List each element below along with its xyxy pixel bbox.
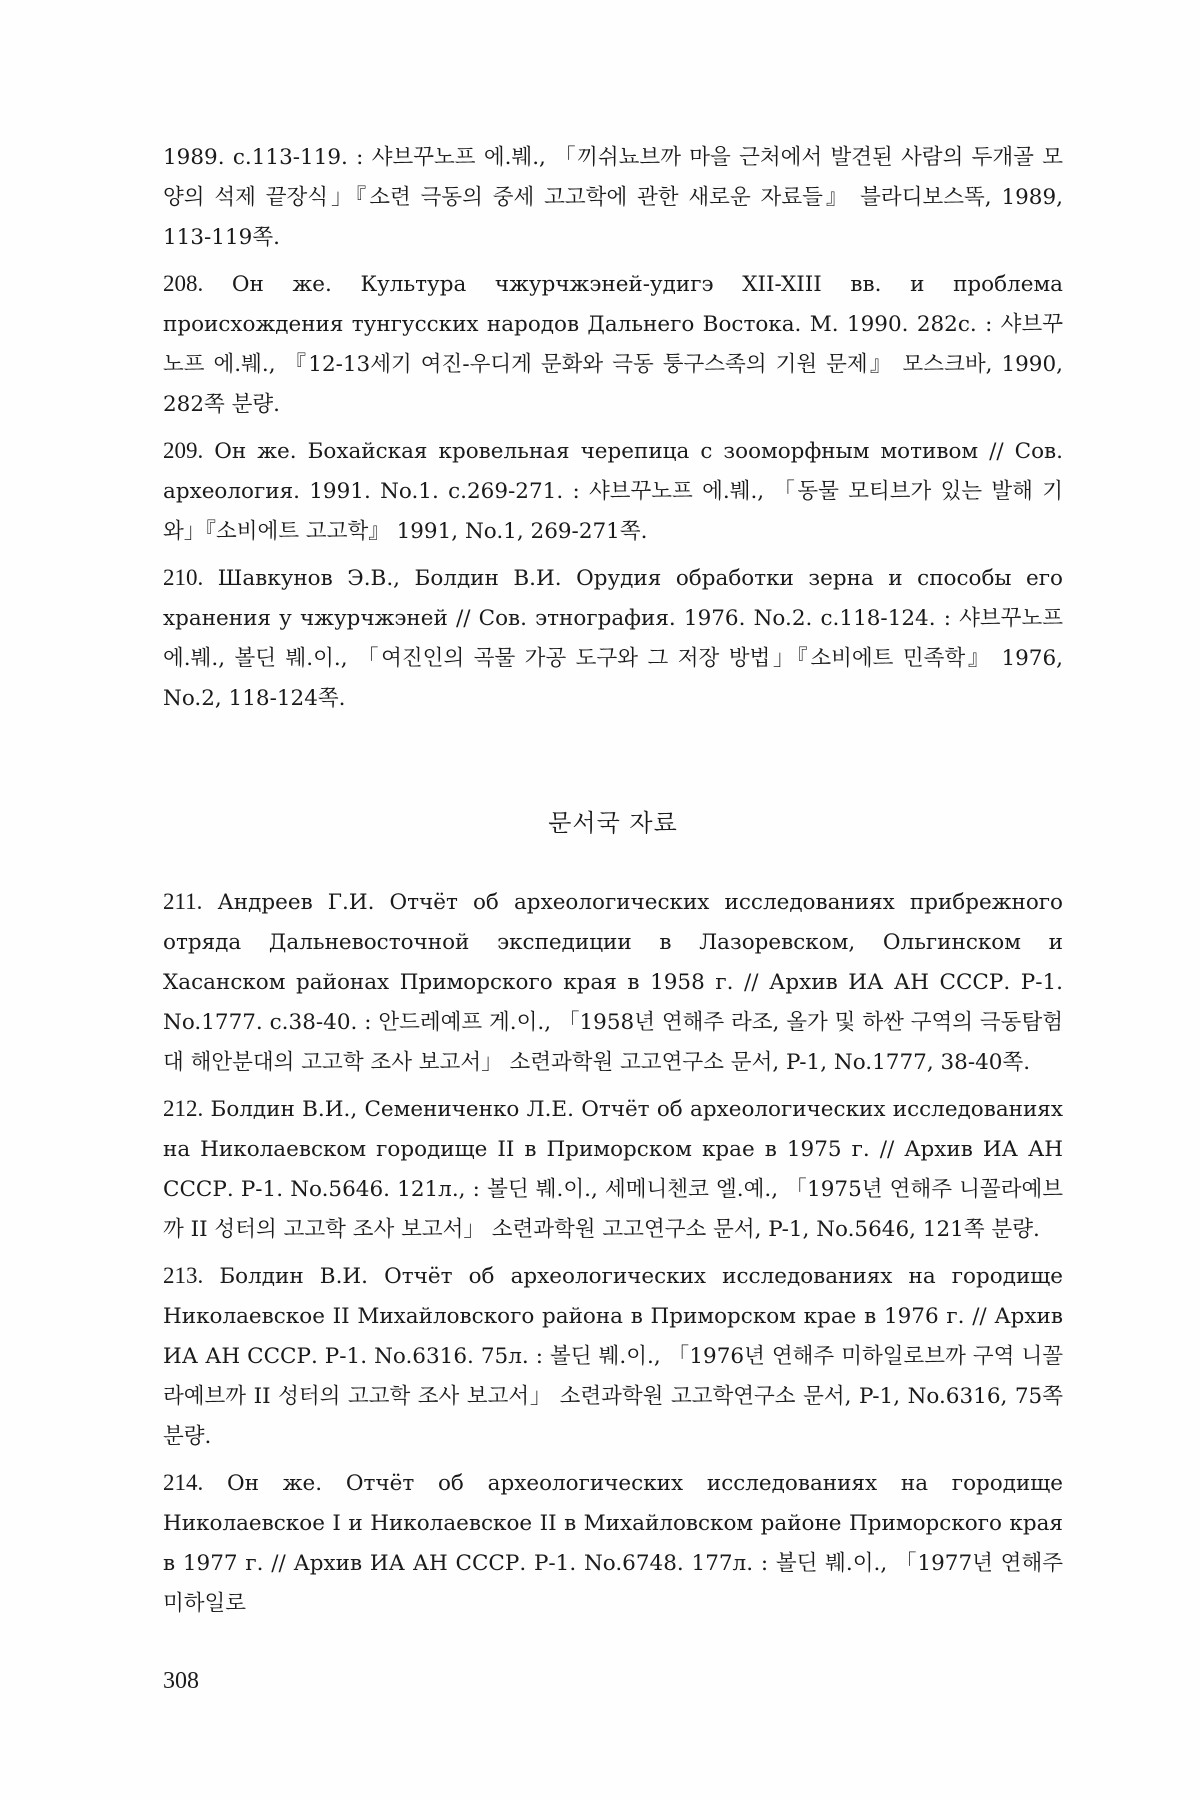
entry-214 (163, 1463, 1063, 1624)
entry-208 (163, 264, 1063, 425)
entry-text: Шавкунов Э.В., Болдин В.И. Орудия обработки зерна и способы его хранения у чжурчжэней // Сов. этнография. 1976. No.2. с.118-124. : 샤브꾸노프 에.붸., 볼딘 붸.이., 「여진인의 곡물 가공 도구와 그 저장 방법」『소비에트 민족학』 1976, No.2, 118-124쪽. (163, 566, 1063, 711)
entry-211 (163, 882, 1063, 1083)
entry-213 (163, 1256, 1063, 1457)
entry-number: 214. (163, 1470, 204, 1495)
entry-212 (163, 1089, 1063, 1250)
page-number: 308 (163, 1668, 199, 1694)
entry-210 (163, 558, 1063, 719)
entry-text: Болдин В.И., Семениченко Л.Е. Отчёт об археологических исследованиях на Николаевском городище II в Приморском крае в 1975 г. // Архив ИА АН СССР. Р-1. No.5646. 121л., : 볼딘 붸.이., 세메니첸코 엘.예., 「1975년 연해주 니꼴라예브까 II 성터의 고고학 조사 보고서」 소련과학원 고고연구소 문서, P-1, No.5646, 121쪽 분량. (163, 1097, 1063, 1242)
entry-text: Он же. Культура чжурчжэней-удигэ XII-XIII вв. и проблема происхождения тунгусских народов Дальнего Востока. М. 1990. 282с. : 샤브꾸노프 에.붸., 『12-13세기 여진-우디게 문화와 극동 퉁구스족의 기원 문제』 모스크바, 1990, 282쪽 분량. (163, 272, 1063, 417)
entry-text: Болдин В.И. Отчёт об археологических исследованиях на городище Николаевское II Михайловского района в Приморском крае в 1976 г. // Архив ИА АН СССР. Р-1. No.6316. 75л. : 볼딘 붸.이., 「1976년 연해주 미하일로브까 구역 니꼴라예브까 II 성터의 고고학 조사 보고서」 소련과학원 고고학연구소 문서, P-1, No.6316, 75쪽 분량. (163, 1264, 1063, 1449)
entry-number: 209. (163, 438, 204, 463)
entry-number: 213. (163, 1263, 204, 1288)
entry-number: 212. (163, 1096, 204, 1121)
entry-number: 208. (163, 271, 204, 296)
text-column (163, 138, 1063, 1630)
continued-entry-text: 1989. c.113-119. : 샤브꾸노프 에.붸., 「끼쉬뇨브까 마을 근처에서 발견된 사람의 두개골 모양의 석제 끝장식」『소련 극동의 중세 고고학에 관한 새로운 자료들』 블라디보스똑, 1989, 113-119쪽. (163, 145, 1063, 250)
entry-209 (163, 431, 1063, 552)
section-heading: 문서국 자료 (548, 809, 678, 837)
entry-number: 210. (163, 565, 204, 590)
entry-text: Он же. Бохайская кровельная черепица с зооморфным мотивом // Сов. археология. 1991. No.1. с.269-271. : 샤브꾸노프 에.붸., 「동물 모티브가 있는 발해 기와」『소비에트 고고학』 1991, No.1, 269-271쪽. (163, 439, 1063, 544)
entry-number: 211. (163, 889, 203, 914)
entry-text: Он же. Отчёт об археологических исследованиях на городище Николаевское I и Николаевское II в Михайловском районе Приморского края в 1977 г. // Архив ИА АН СССР. Р-1. No.6748. 177л. : 볼딘 붸.이., 「1977년 연해주 미하일로 (163, 1471, 1063, 1616)
entry-text: Андреев Г.И. Отчёт об археологических исследованиях прибрежного отряда Дальневосточной экспедиции в Лазоревском, Ольгинском и Хасанском районах Приморского края в 1958 г. // Архив ИА АН СССР. Р-1. No.1777. с.38-40. : 안드레예프 게.이., 「1958년 연해주 라조, 올가 및 하싼 구역의 극동탐험대 해안분대의 고고학 조사 보고서」 소련과학원 고고연구소 문서, P-1, No.1777, 38-40쪽. (163, 890, 1063, 1075)
